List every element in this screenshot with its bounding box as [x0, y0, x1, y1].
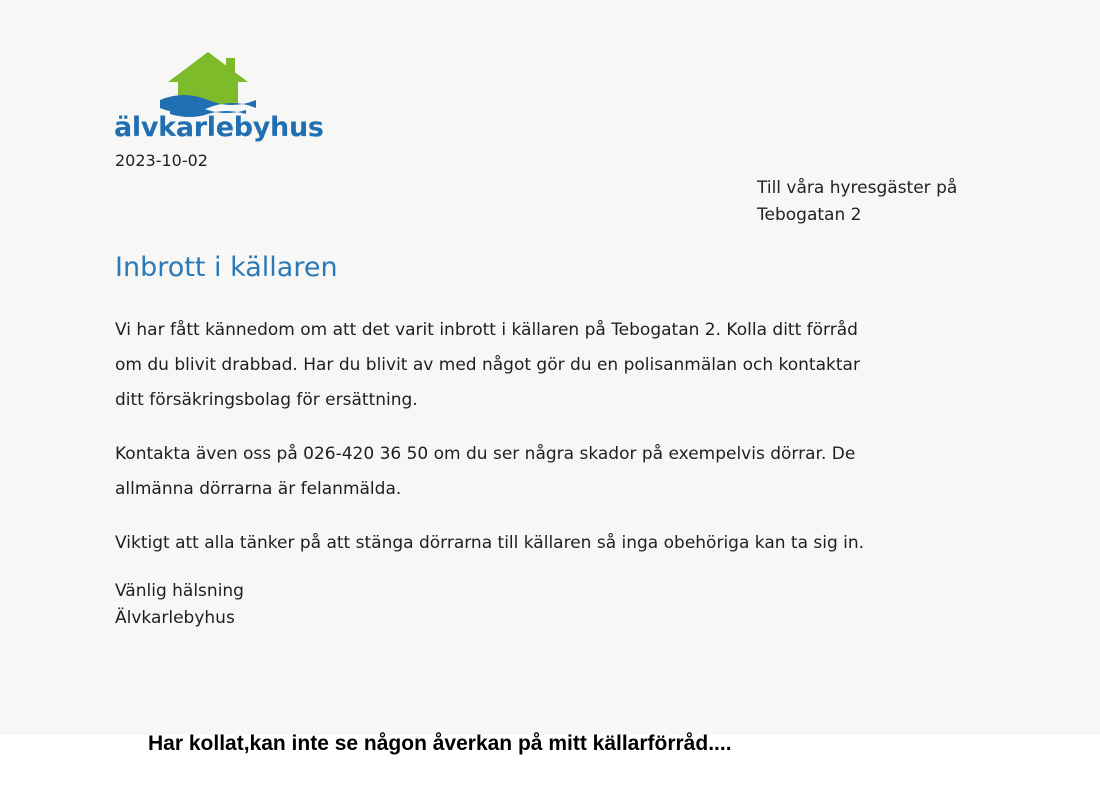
closing-greeting: Vänlig hälsning [115, 581, 244, 601]
paragraph-line: Viktigt att alla tänker på att stänga dörrarna till källaren så inga obehöriga kan ta sig in. [115, 533, 865, 553]
letter-date: 2023-10-02 [115, 151, 208, 170]
closing-block [115, 578, 1015, 632]
house-logo-icon [160, 50, 256, 120]
brand-name: älvkarlebyhus [114, 112, 324, 143]
paragraph-line: ditt försäkringsbolag för ersättning. [115, 390, 418, 410]
letter-body [115, 313, 1015, 632]
recipient-block [757, 175, 957, 229]
caption-note: Har kollat,kan inte se någon åverkan på mitt källarförråd.... [148, 732, 732, 755]
recipient-line: Till våra hyresgäster på [757, 178, 958, 198]
paragraph-line: Vi har fått kännedom om att det varit inbrott i källaren på Tebogatan 2. Kolla ditt förråd [115, 320, 858, 340]
closing-signature: Älvkarlebyhus [115, 608, 235, 628]
letter-title: Inbrott i källaren [115, 252, 338, 283]
paragraph-doors [115, 526, 1015, 561]
paragraph-contact [115, 437, 1015, 507]
paragraph-break-in [115, 313, 1015, 418]
recipient-line: Tebogatan 2 [757, 205, 862, 225]
paragraph-line: Kontakta även oss på 026-420 36 50 om du ser några skador på exempelvis dörrar. De [115, 444, 856, 464]
paragraph-line: om du blivit drabbad. Har du blivit av med något gör du en polisanmälan och kontaktar [115, 355, 860, 375]
paragraph-line: allmänna dörrarna är felanmälda. [115, 479, 402, 499]
